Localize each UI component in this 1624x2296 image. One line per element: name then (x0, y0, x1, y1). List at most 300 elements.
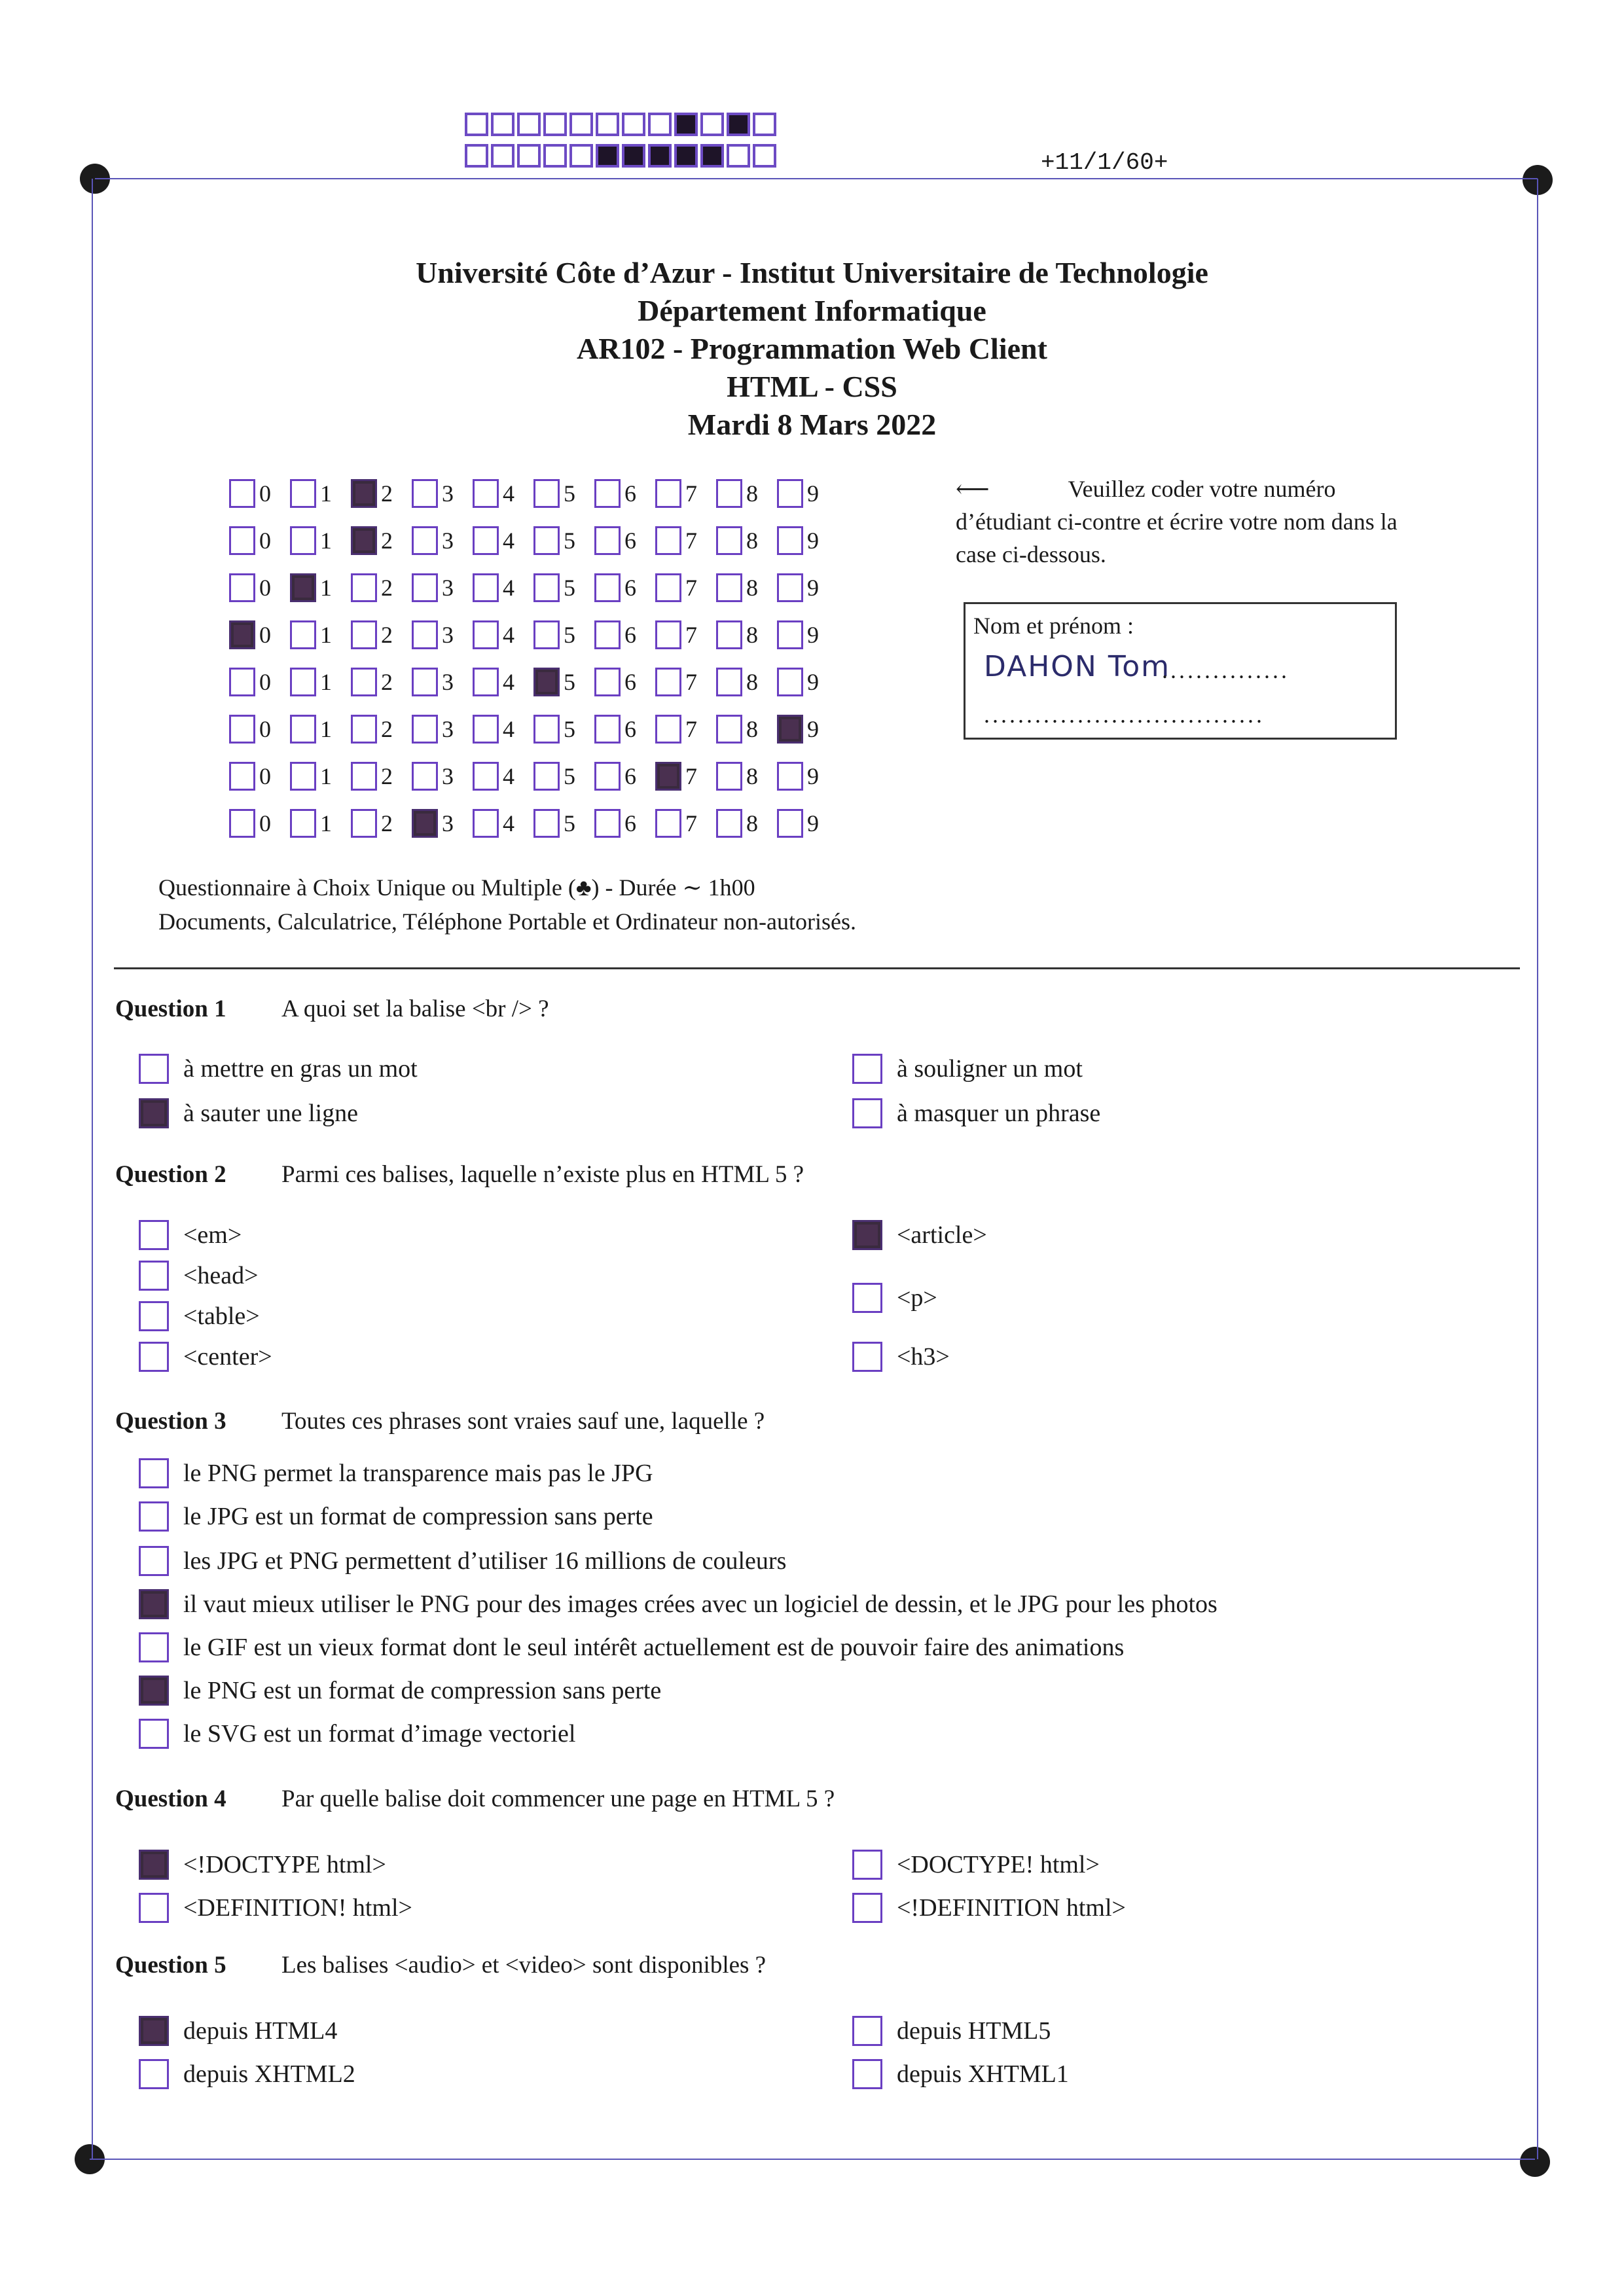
student-id-digit (290, 668, 351, 696)
student-id-digit (594, 479, 655, 508)
student-id-digit (473, 573, 533, 602)
barcode-cell (674, 144, 698, 168)
digit-label: 8 (746, 810, 758, 836)
digit-checkbox[interactable] (351, 715, 377, 744)
digit-label: 1 (320, 763, 332, 789)
digit-label: 2 (381, 480, 393, 507)
student-id-digit (351, 573, 412, 602)
student-id-digit (473, 668, 533, 696)
digit-checkbox[interactable] (290, 526, 316, 555)
digit-checkbox[interactable] (533, 809, 560, 838)
barcode-cell (465, 144, 488, 168)
digit-checkbox[interactable] (229, 809, 255, 838)
student-id-digit (412, 668, 473, 696)
answer-checkbox[interactable] (139, 1220, 169, 1250)
student-id-digit (716, 479, 777, 508)
digit-checkbox[interactable] (594, 573, 621, 602)
answer-text: depuis HTML4 (183, 2017, 338, 2045)
answer-option[interactable] (852, 1893, 1126, 1923)
student-id-digit (777, 762, 838, 791)
digit-label: 2 (381, 810, 393, 836)
student-id-row (229, 658, 838, 706)
digit-label: 0 (259, 528, 271, 554)
student-id-digit (533, 762, 594, 791)
digit-checkbox[interactable] (716, 479, 742, 508)
student-id-digit (594, 715, 655, 744)
answer-option[interactable] (139, 1676, 661, 1706)
answer-text: à souligner un mot (897, 1055, 1083, 1083)
student-id-digit (412, 526, 473, 555)
student-id-digit (777, 573, 838, 602)
exam-header (0, 254, 1624, 444)
barcode-cell (596, 113, 619, 136)
answer-checkbox[interactable] (139, 1893, 169, 1923)
digit-label: 3 (442, 810, 454, 836)
question-text: A quoi set la balise <br /> ? (281, 996, 549, 1022)
digit-checkbox[interactable] (533, 668, 560, 696)
exam-rules (158, 870, 856, 939)
student-id-digit (290, 620, 351, 649)
student-id-digit (229, 762, 290, 791)
digit-label: 8 (746, 763, 758, 789)
barcode-cell (596, 144, 619, 168)
digit-label: 7 (685, 763, 697, 789)
answer-checkbox[interactable] (139, 1589, 169, 1619)
answer-checkbox[interactable] (852, 1283, 882, 1313)
answer-checkbox[interactable] (139, 1546, 169, 1576)
student-id-digit (533, 668, 594, 696)
student-id-digit (290, 715, 351, 744)
answer-text: <!DEFINITION html> (897, 1894, 1126, 1922)
answer-option[interactable] (852, 1342, 950, 1372)
answer-text: les JPG et PNG permettent d’utiliser 16 millions de couleurs (183, 1547, 787, 1575)
digit-checkbox[interactable] (412, 668, 438, 696)
digit-checkbox[interactable] (351, 809, 377, 838)
student-id-digit (473, 809, 533, 838)
answer-checkbox[interactable] (852, 1342, 882, 1372)
digit-checkbox[interactable] (533, 715, 560, 744)
answer-checkbox[interactable] (139, 2016, 169, 2046)
answer-checkbox[interactable] (139, 1098, 169, 1128)
student-id-digit (229, 620, 290, 649)
question-4-title (115, 1785, 835, 1813)
digit-label: 3 (442, 528, 454, 554)
student-id-digit (229, 479, 290, 508)
digit-checkbox[interactable] (533, 526, 560, 555)
answer-text: <em> (183, 1221, 242, 1249)
answer-checkbox[interactable] (139, 2059, 169, 2089)
digit-checkbox[interactable] (290, 479, 316, 508)
digit-label: 5 (564, 763, 575, 789)
answer-checkbox[interactable] (852, 2016, 882, 2046)
name-box[interactable] (964, 602, 1397, 740)
student-id-digit (473, 526, 533, 555)
question-3-title (115, 1407, 765, 1435)
student-id-digit (351, 668, 412, 696)
digit-checkbox[interactable] (655, 762, 681, 791)
digit-checkbox[interactable] (412, 526, 438, 555)
digit-checkbox[interactable] (777, 715, 803, 744)
digit-checkbox[interactable] (412, 620, 438, 649)
student-id-digit (473, 762, 533, 791)
answer-checkbox[interactable] (139, 1301, 169, 1331)
answer-text: le JPG est un format de compression sans perte (183, 1503, 653, 1530)
question-number: Question 4 (115, 1785, 226, 1812)
answer-option[interactable] (139, 1501, 653, 1532)
answer-checkbox[interactable] (139, 1719, 169, 1749)
digit-label: 0 (259, 480, 271, 507)
student-id-digit (777, 715, 838, 744)
digit-checkbox[interactable] (655, 620, 681, 649)
digit-label: 0 (259, 763, 271, 789)
student-id-digit (716, 809, 777, 838)
digit-checkbox[interactable] (777, 809, 803, 838)
name-dots-line2: ................................. (984, 702, 1265, 728)
digit-label: 5 (564, 716, 575, 742)
student-id-row (229, 753, 838, 800)
digit-checkbox[interactable] (473, 573, 499, 602)
digit-checkbox[interactable] (777, 762, 803, 791)
digit-checkbox[interactable] (533, 479, 560, 508)
answer-option[interactable] (139, 2016, 337, 2046)
student-id-digit (594, 762, 655, 791)
digit-label: 8 (746, 528, 758, 554)
answer-option[interactable] (139, 1098, 358, 1128)
answer-checkbox[interactable] (139, 1501, 169, 1532)
digit-checkbox[interactable] (655, 573, 681, 602)
digit-checkbox[interactable] (229, 526, 255, 555)
digit-label: 7 (685, 575, 697, 601)
digit-checkbox[interactable] (412, 715, 438, 744)
student-id-row (229, 800, 838, 847)
student-id-digit (229, 715, 290, 744)
barcode-cell (674, 113, 698, 136)
barcode-cell (465, 113, 488, 136)
answer-option[interactable] (852, 1220, 987, 1250)
digit-label: 8 (746, 669, 758, 695)
digit-checkbox[interactable] (290, 573, 316, 602)
digit-label: 1 (320, 669, 332, 695)
digit-label: 2 (381, 575, 393, 601)
answer-option[interactable] (139, 1546, 786, 1576)
digit-checkbox[interactable] (594, 762, 621, 791)
digit-checkbox[interactable] (533, 620, 560, 649)
digit-label: 1 (320, 480, 332, 507)
student-id-row (229, 470, 838, 517)
digit-checkbox[interactable] (351, 620, 377, 649)
student-id-digit (351, 762, 412, 791)
digit-checkbox[interactable] (412, 479, 438, 508)
answer-option[interactable] (139, 1301, 260, 1331)
barcode-cell (517, 144, 541, 168)
student-id-digit (533, 526, 594, 555)
student-id-digit (229, 526, 290, 555)
digit-label: 9 (807, 810, 819, 836)
answer-checkbox[interactable] (852, 1850, 882, 1880)
digit-label: 3 (442, 669, 454, 695)
digit-label: 9 (807, 669, 819, 695)
digit-checkbox[interactable] (777, 573, 803, 602)
digit-label: 0 (259, 575, 271, 601)
name-dots-line1: ............... (1162, 657, 1290, 683)
digit-label: 9 (807, 575, 819, 601)
digit-label: 4 (503, 528, 514, 554)
digit-label: 5 (564, 669, 575, 695)
answer-checkbox[interactable] (139, 1054, 169, 1084)
answer-checkbox[interactable] (139, 1850, 169, 1880)
digit-checkbox[interactable] (229, 573, 255, 602)
answer-checkbox[interactable] (852, 1220, 882, 1250)
answer-text: <table> (183, 1302, 260, 1330)
digit-checkbox[interactable] (655, 479, 681, 508)
digit-label: 4 (503, 575, 514, 601)
digit-checkbox[interactable] (229, 620, 255, 649)
student-id-digit (655, 715, 716, 744)
arrow-left-icon: ⟵ (956, 476, 990, 502)
student-id-digit (412, 809, 473, 838)
question-text: Les balises <audio> et <video> sont disponibles ? (281, 1952, 767, 1979)
digit-checkbox[interactable] (594, 526, 621, 555)
answer-checkbox[interactable] (139, 1632, 169, 1662)
student-id-digit (594, 668, 655, 696)
digit-label: 1 (320, 528, 332, 554)
digit-checkbox[interactable] (473, 526, 499, 555)
answer-text: <article> (897, 1221, 987, 1249)
answer-checkbox[interactable] (139, 1342, 169, 1372)
answer-option[interactable] (139, 1054, 418, 1084)
answer-option[interactable] (852, 1850, 1100, 1880)
answer-text: le PNG est un format de compression sans perte (183, 1677, 662, 1704)
digit-checkbox[interactable] (473, 668, 499, 696)
student-id-row (229, 611, 838, 658)
digit-checkbox[interactable] (594, 668, 621, 696)
id-instructions (956, 473, 1414, 571)
answer-text: à mettre en gras un mot (183, 1055, 418, 1083)
digit-label: 1 (320, 810, 332, 836)
answer-option[interactable] (852, 1054, 1083, 1084)
digit-checkbox[interactable] (533, 573, 560, 602)
student-id-digit (777, 809, 838, 838)
digit-checkbox[interactable] (290, 762, 316, 791)
digit-checkbox[interactable] (716, 620, 742, 649)
digit-checkbox[interactable] (655, 526, 681, 555)
barcode-cell (622, 144, 645, 168)
digit-checkbox[interactable] (229, 715, 255, 744)
question-2-title (115, 1160, 804, 1189)
answer-text: le SVG est un format d’image vectoriel (183, 1720, 576, 1748)
digit-checkbox[interactable] (533, 762, 560, 791)
barcode-row-bottom (465, 144, 779, 168)
digit-label: 5 (564, 528, 575, 554)
answer-checkbox[interactable] (139, 1458, 169, 1488)
digit-checkbox[interactable] (655, 809, 681, 838)
student-id-digit (351, 479, 412, 508)
digit-label: 2 (381, 622, 393, 648)
digit-checkbox[interactable] (594, 809, 621, 838)
digit-checkbox[interactable] (473, 479, 499, 508)
answer-text: depuis XHTML1 (897, 2060, 1069, 2088)
digit-checkbox[interactable] (777, 526, 803, 555)
student-id-digit (229, 573, 290, 602)
student-id-digit (533, 573, 594, 602)
barcode-cell (569, 144, 593, 168)
student-id-digit (290, 573, 351, 602)
student-id-digit (412, 573, 473, 602)
answer-option[interactable] (139, 1893, 412, 1923)
student-id-digit (655, 573, 716, 602)
student-id-digit (229, 809, 290, 838)
digit-label: 7 (685, 669, 697, 695)
barcode-cell (569, 113, 593, 136)
answer-text: <h3> (897, 1343, 950, 1371)
digit-checkbox[interactable] (412, 573, 438, 602)
student-id-digit (473, 620, 533, 649)
digit-checkbox[interactable] (716, 573, 742, 602)
frame-left (92, 179, 93, 2159)
digit-checkbox[interactable] (716, 762, 742, 791)
answer-option[interactable] (139, 1458, 653, 1488)
digit-checkbox[interactable] (290, 809, 316, 838)
student-id-digit (716, 620, 777, 649)
digit-checkbox[interactable] (351, 573, 377, 602)
digit-label: 4 (503, 763, 514, 789)
student-id-digit (655, 479, 716, 508)
digit-checkbox[interactable] (716, 809, 742, 838)
digit-checkbox[interactable] (473, 762, 499, 791)
digit-checkbox[interactable] (777, 668, 803, 696)
digit-checkbox[interactable] (716, 715, 742, 744)
answer-option[interactable] (139, 1261, 259, 1291)
student-id-digit (655, 526, 716, 555)
digit-checkbox[interactable] (594, 479, 621, 508)
digit-label: 0 (259, 622, 271, 648)
answer-option[interactable] (852, 1283, 937, 1313)
answer-checkbox[interactable] (139, 1676, 169, 1706)
digit-label: 5 (564, 480, 575, 507)
student-id-digit (594, 526, 655, 555)
digit-checkbox[interactable] (351, 479, 377, 508)
student-id-grid (229, 470, 838, 847)
digit-label: 2 (381, 716, 393, 742)
digit-checkbox[interactable] (351, 526, 377, 555)
digit-label: 6 (624, 480, 636, 507)
answer-option[interactable] (852, 2059, 1069, 2089)
student-id-digit (412, 762, 473, 791)
digit-label: 8 (746, 575, 758, 601)
digit-checkbox[interactable] (412, 809, 438, 838)
student-id-digit (351, 809, 412, 838)
handwritten-name: DAHON Tom (984, 650, 1171, 683)
digit-checkbox[interactable] (229, 668, 255, 696)
student-id-digit (533, 809, 594, 838)
student-id-row (229, 706, 838, 753)
answer-option[interactable] (852, 1098, 1100, 1128)
digit-label: 0 (259, 669, 271, 695)
barcode-cell (622, 113, 645, 136)
answer-option[interactable] (139, 1719, 575, 1749)
answer-text: <!DOCTYPE html> (183, 1851, 386, 1878)
answer-option[interactable] (139, 2059, 355, 2089)
digit-label: 6 (624, 763, 636, 789)
digit-checkbox[interactable] (655, 668, 681, 696)
digit-label: 0 (259, 810, 271, 836)
student-id-digit (412, 715, 473, 744)
digit-label: 9 (807, 480, 819, 507)
answer-text: <DOCTYPE! html> (897, 1851, 1100, 1878)
digit-checkbox[interactable] (412, 762, 438, 791)
digit-checkbox[interactable] (290, 668, 316, 696)
student-id-digit (777, 479, 838, 508)
student-id-digit (655, 620, 716, 649)
answer-text: depuis XHTML2 (183, 2060, 355, 2088)
digit-label: 8 (746, 716, 758, 742)
student-id-digit (290, 479, 351, 508)
digit-label: 4 (503, 622, 514, 648)
answer-option[interactable] (139, 1850, 386, 1880)
digit-label: 6 (624, 528, 636, 554)
student-id-digit (777, 620, 838, 649)
digit-checkbox[interactable] (351, 762, 377, 791)
answer-checkbox[interactable] (139, 1261, 169, 1291)
digit-checkbox[interactable] (290, 620, 316, 649)
question-1-title (115, 995, 549, 1023)
answer-option[interactable] (139, 1632, 1124, 1662)
answer-option[interactable] (852, 2016, 1051, 2046)
separator (114, 967, 1520, 969)
student-id-digit (351, 620, 412, 649)
digit-checkbox[interactable] (716, 526, 742, 555)
digit-label: 3 (442, 622, 454, 648)
student-id-digit (351, 526, 412, 555)
digit-checkbox[interactable] (351, 668, 377, 696)
digit-label: 4 (503, 810, 514, 836)
digit-label: 0 (259, 716, 271, 742)
digit-checkbox[interactable] (655, 715, 681, 744)
answer-checkbox[interactable] (852, 1098, 882, 1128)
question-text: Parmi ces balises, laquelle n’existe plus en HTML 5 ? (281, 1161, 804, 1188)
digit-checkbox[interactable] (473, 809, 499, 838)
student-id-digit (533, 479, 594, 508)
answer-checkbox[interactable] (852, 1054, 882, 1084)
digit-checkbox[interactable] (290, 715, 316, 744)
digit-checkbox[interactable] (594, 715, 621, 744)
frame-top (95, 178, 1538, 179)
digit-checkbox[interactable] (594, 620, 621, 649)
digit-checkbox[interactable] (473, 620, 499, 649)
answer-checkbox[interactable] (852, 2059, 882, 2089)
digit-checkbox[interactable] (229, 479, 255, 508)
answer-option[interactable] (139, 1220, 242, 1250)
digit-label: 4 (503, 716, 514, 742)
answer-checkbox[interactable] (852, 1893, 882, 1923)
digit-checkbox[interactable] (229, 762, 255, 791)
name-label: Nom et prénom : (973, 613, 1134, 639)
digit-checkbox[interactable] (777, 479, 803, 508)
answer-text: <center> (183, 1343, 272, 1371)
answer-text: <head> (183, 1262, 259, 1289)
digit-checkbox[interactable] (473, 715, 499, 744)
question-number: Question 1 (115, 996, 226, 1022)
digit-checkbox[interactable] (716, 668, 742, 696)
digit-checkbox[interactable] (777, 620, 803, 649)
answer-option[interactable] (139, 1589, 1218, 1619)
answer-option[interactable] (139, 1342, 272, 1372)
barcode-row-top (465, 113, 779, 136)
question-number: Question 5 (115, 1952, 226, 1979)
student-id-digit (777, 526, 838, 555)
student-id-digit (412, 479, 473, 508)
digit-label: 7 (685, 622, 697, 648)
